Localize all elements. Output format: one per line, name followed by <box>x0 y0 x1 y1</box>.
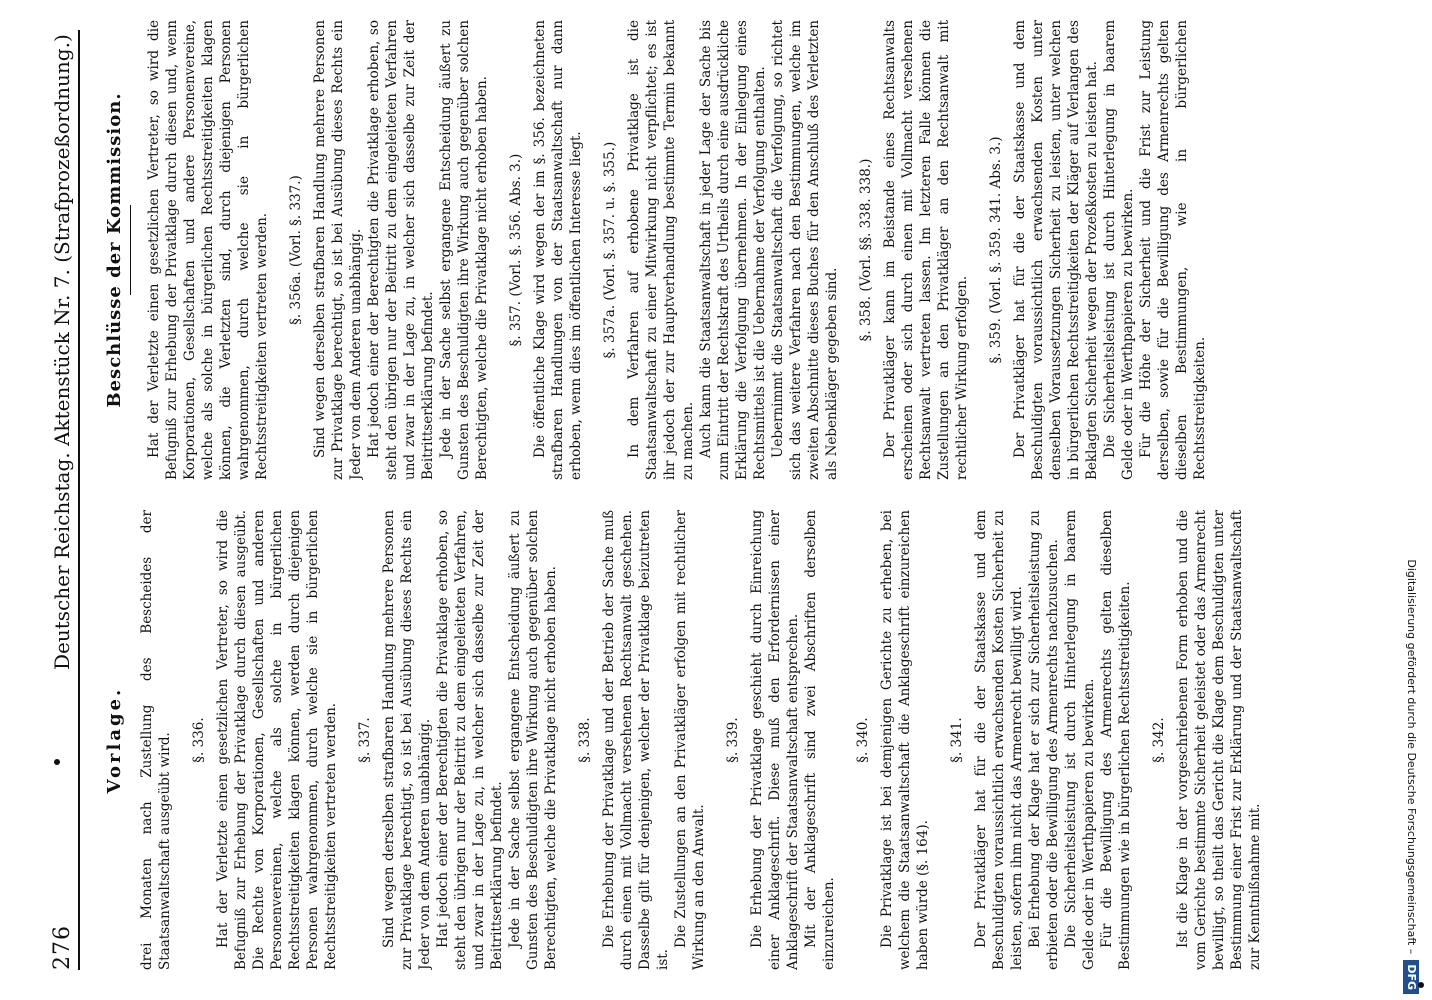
section-paragraph: Sind wegen derselben strafbaren Handlung mehrere Personen zur Privatklage berechtigt, so ist bei Ausübung dieses Rechts ein Jeder von dem Anderen unabhängig. <box>312 20 364 480</box>
dfg-logo: DFG <box>1403 960 1419 994</box>
section-paragraph: Hat jedoch einer der Berechtigten die Privatklage erhoben, so steht den übrigen nur der Beitritt zu dem eingeleiteten Verfahren und zwar in der Lage zu, in welcher sich dasselbe zur Zeit der Beitrittserklärung befindet. <box>366 20 436 480</box>
section-number: §. 340. <box>855 717 871 763</box>
column-intro: Hat der Verletzte einen gesetzlichen Vertreter, so wird die Befugniß zur Erhebung der Privatklage durch diesen und, wenn Korporationen, Gesellschaften und andere Personenvereine, welche als solche in bürgerlichen Rechtsstreitigkeiten klagen können, die Verletzten sind, durch diejenigen Personen wahrgenommen, durch welche sie in bürgerlichen Rechtsstreitigkeiten vertreten werden. <box>146 20 270 480</box>
section-number: §. 337. <box>357 717 373 763</box>
section-paragraph: In dem Verfahren auf erhobene Privatklage ist die Staatsanwaltschaft zu einer Mitwirkung nicht verpflichtet; es ist ihr jedoch der zur Hauptverhandlung bestimmte Termin bekannt zu machen. <box>626 20 696 480</box>
section-paragraph: Sind wegen derselben strafbaren Handlung mehrere Personen zur Privatklage berechtigt, so ist bei Ausübung dieses Rechts ein Jeder von dem Anderen unabhängig. <box>381 510 433 970</box>
scan-marker-icon <box>1418 982 1424 988</box>
section-number: §. 339. <box>725 717 741 763</box>
section-paragraph: Die Sicherheitsleistung ist durch Hinterlegung in baarem Gelde oder in Werthpapieren zu bewirken. <box>1063 510 1097 970</box>
section-paragraph: Der Privatkläger hat für die der Staatskasse und dem Beschuldigten voraussichtlich erwachsenden Kosten unter denselben Voraussetzungen Sicherheit zu leisten, unter welchen in bürgerlichen Rechtsstreitigkeiten der Kläger auf Verlangen des Beklagten Sicherheit wegen der Prozeßkosten zu leisten hat. <box>1012 20 1100 480</box>
section-paragraph: Auch kann die Staatsanwaltschaft in jeder Lage der Sache bis zum Eintritt der Rechtskraft des Urtheils durch eine ausdrückliche Erklärung die Verfolgung übernehmen. In der Einlegung eines Rechtsmittels ist die Uebernahme der Verfolgung enthalten. <box>698 20 768 480</box>
section-paragraph: Die Erhebung der Privatklage geschieht durch Einreichung einer Anklageschrift. Diese muß den Erfordernissen einer Anklageschrift der Staatsanwaltschaft entsprechen. <box>749 510 801 970</box>
section-paragraph: Die Sicherheitsleistung ist durch Hinterlegung in baarem Gelde oder in Werthpapieren zu bewirken. <box>1102 20 1136 480</box>
section-number: §. 357. (Vorl. §. 356. Abs. 3.) <box>508 153 524 347</box>
right-column <box>100 20 1400 480</box>
section-paragraph: Die Privatklage ist bei demjenigen Gerichte zu erheben, bei welchem die Staatsanwaltschaft die Anklageschrift einzureichen haben würde (§. 164). <box>879 510 931 970</box>
page-header <box>40 30 80 970</box>
section-number: §. 358. (Vorl. §§. 338. 338.) <box>858 158 874 342</box>
section-list <box>287 20 1209 480</box>
bullet-mark-icon <box>54 759 60 765</box>
section-list <box>190 510 1264 970</box>
column-heading: Beschlüsse der Kommission. <box>104 92 125 408</box>
section-paragraph: Hat jedoch einer der Berechtigten die Privatklage erhoben, so steht den übrigen nur der Beitritt zu dem eingeleiteten Verfahren, und zwar in der Lage zu, in welcher sich dasselbe zur Zeit der Beitrittserklärung befindet. <box>435 510 505 970</box>
section-paragraph: Mit der Anklageschrift sind zwei Abschriften derselben einzureichen. <box>803 510 837 970</box>
section-paragraph: Die Zustellungen an den Privatkläger erfolgen mit rechtlicher Wirkung an den Anwalt. <box>673 510 707 970</box>
section-paragraph: Ist die Klage in der vorgeschriebenen Form erhoben und die vom Gerichte bestimmte Sicherheit geleistet oder das Armenrecht bewilligt, so theilt das Gericht die Klage dem Beschuldigten unter Bestimmung einer Frist zur Erklärung und der Staatsanwaltschaft zur Kenntnißnahme mit. <box>1175 510 1263 970</box>
section-number: §. 357a. (Vorl. §. 357. u. §. 355.) <box>602 141 618 359</box>
running-title: Deutscher Reichstag. Aktenstück Nr. 7. (Strafprozeßordnung.) <box>50 34 74 670</box>
left-column <box>100 510 1400 970</box>
page-number: 276 <box>50 925 75 970</box>
section-number: §. 338. <box>577 717 593 763</box>
column-intro: drei Monaten nach Zustellung des Bescheides der Staatsanwaltschaft ausgeübt wird. <box>139 510 173 970</box>
section-paragraph: Der Privatkläger kann im Beistande eines Rechtsanwalts erscheinen oder sich durch einen mit Vollmacht versehenen Rechtsanwalt vertreten lassen. Im letzteren Falle können die Zustellungen an den Privatkläger an den Rechtsanwalt mit rechtlicher Wirkung erfolgen. <box>882 20 970 480</box>
section-paragraph: Für die Höhe der Sicherheit und die Frist zur Leistung derselben, sowie für die Bewilligung des Armenrechts gelten dieselben Bestimmungen, wie in bürgerlichen Rechtsstreitigkeiten. <box>1138 20 1208 480</box>
column-heading: Vorlage. <box>104 686 125 794</box>
section-number: §. 336. <box>191 717 207 763</box>
section-paragraph: Bei Erhebung der Klage hat er sich zur Sicherheitsleistung zu erbieten oder die Bewilligung des Armenrechts nachzusuchen. <box>1027 510 1061 970</box>
section-number: §. 341. <box>949 717 965 763</box>
section-paragraph: Jede in der Sache selbst ergangene Entscheidung äußert zu Gunsten des Beschuldigten ihre Wirkung auch gegenüber solchen Berechtigten, welche die Privatklage nicht erhoben haben. <box>438 20 490 480</box>
section-paragraph: Der Privatkläger hat für die der Staatskasse und dem Beschuldigten voraussichtlich erwachsenden Kosten Sicherheit zu leisten, sofern ihm nicht das Armenrecht bewilligt wird. <box>973 510 1025 970</box>
section-number: §. 359. (Vorl. §. 359. 341. Abs. 3.) <box>988 136 1004 364</box>
section-paragraph: Die öffentliche Klage wird wegen der im §. 356. bezeichneten strafbaren Handlungen von der Staatsanwaltschaft nur dann erhoben, wenn dies im öffentlichen Interesse liegt. <box>532 20 584 480</box>
digitization-credit <box>1396 6 1426 994</box>
section-paragraph: Hat der Verletzte einen gesetzlichen Vertreter, so wird die Befugniß zur Erhebung der Privatklage durch diesen ausgeübt. Die Rechte von Korporationen, Gesellschaften und anderen Personenvereinen, welche als solche in bürgerlichen Rechtsstreitigkeiten klagen können, werden durch diejenigen Personen wahrgenommen, durch welche sie in bürgerlichen Rechtsstreitigkeiten vertreten werden. <box>215 510 339 970</box>
section-paragraph: Jede in der Sache selbst ergangene Entscheidung äußert zu Gunsten des Beschuldigten ihre Wirkung auch gegenüber solchen Berechtigten, welche die Privatklage nicht erhoben haben. <box>507 510 559 970</box>
section-paragraph: Die Erhebung der Privatklage und der Betrieb der Sache muß durch einen mit Vollmacht versehenen Rechtsanwalt geschehen. Dasselbe gilt für denjenigen, welcher der Privatklage beizutreten ist. <box>601 510 671 970</box>
section-number: §. 356a. (Vorl. §. 337.) <box>288 175 304 325</box>
section-number: §. 342. <box>1151 717 1167 763</box>
credit-text: Digitalisierung gefördert durch die Deutsche Forschungsgemeinschaft – <box>1405 559 1418 955</box>
section-paragraph: Uebernimmt die Staatsanwaltschaft die Verfolgung, so richtet sich das weitere Verfahren nach den Bestimmungen, welche im zweiten Abschnitte dieses Buches für den Anschluß des Verletzten als Nebenkläger gegeben sind. <box>770 20 840 480</box>
heading-rule <box>130 205 131 295</box>
section-paragraph: Für die Bewilligung des Armenrechts gelten dieselben Bestimmungen wie in bürgerlichen Rechtsstreitigkeiten. <box>1099 510 1133 970</box>
header-rule <box>78 30 80 970</box>
